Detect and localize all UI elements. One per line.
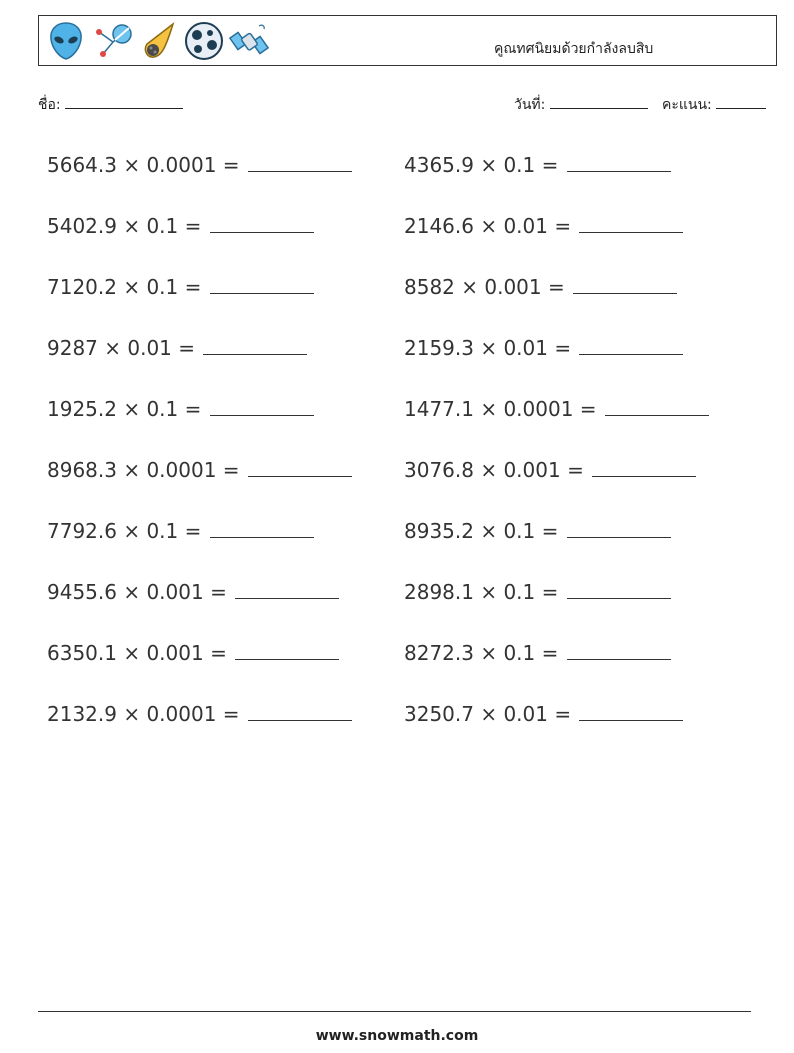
answer-blank[interactable] bbox=[567, 153, 671, 172]
name-blank[interactable] bbox=[65, 96, 183, 109]
answer-blank[interactable] bbox=[210, 214, 314, 233]
problem-7-left: 7792.6 × 0.1 = bbox=[47, 519, 314, 543]
problem-3-right: 8582 × 0.001 = bbox=[404, 275, 677, 299]
problem-5-left: 1925.2 × 0.1 = bbox=[47, 397, 314, 421]
score-field bbox=[662, 94, 766, 116]
molecule-icon bbox=[91, 20, 133, 62]
problem-1-right: 4365.9 × 0.1 = bbox=[404, 153, 671, 177]
comet-icon bbox=[137, 20, 179, 62]
answer-blank[interactable] bbox=[235, 641, 339, 660]
problem-5-right: 1477.1 × 0.0001 = bbox=[404, 397, 709, 421]
worksheet-title: คูณทศนิยมด้วยกำลังลบสิบ bbox=[494, 41, 654, 57]
moon-ball-icon bbox=[183, 20, 225, 62]
answer-blank[interactable] bbox=[579, 702, 683, 721]
answer-blank[interactable] bbox=[573, 275, 677, 294]
answer-blank[interactable] bbox=[567, 641, 671, 660]
problem-4-right: 2159.3 × 0.01 = bbox=[404, 336, 683, 360]
problem-2-right: 2146.6 × 0.01 = bbox=[404, 214, 683, 238]
footer-url[interactable]: www.snowmath.com bbox=[315, 1028, 479, 1044]
answer-blank[interactable] bbox=[235, 580, 339, 599]
date-field bbox=[514, 94, 648, 116]
answer-blank[interactable] bbox=[567, 519, 671, 538]
problem-10-right: 3250.7 × 0.01 = bbox=[404, 702, 683, 726]
score-blank[interactable] bbox=[716, 96, 766, 109]
satellite-icon bbox=[229, 20, 271, 62]
alien-head-icon bbox=[45, 20, 87, 62]
date-label: วันที่: bbox=[514, 97, 546, 113]
problem-4-left: 9287 × 0.01 = bbox=[47, 336, 307, 360]
name-label: ชื่อ: bbox=[38, 97, 61, 113]
problem-8-left: 9455.6 × 0.001 = bbox=[47, 580, 339, 604]
problem-6-right: 3076.8 × 0.001 = bbox=[404, 458, 696, 482]
answer-blank[interactable] bbox=[579, 336, 683, 355]
problem-1-left: 5664.3 × 0.0001 = bbox=[47, 153, 352, 177]
problem-8-right: 2898.1 × 0.1 = bbox=[404, 580, 671, 604]
problem-9-left: 6350.1 × 0.001 = bbox=[47, 641, 339, 665]
answer-blank[interactable] bbox=[210, 519, 314, 538]
answer-blank[interactable] bbox=[210, 275, 314, 294]
answer-blank[interactable] bbox=[248, 153, 352, 172]
problem-6-left: 8968.3 × 0.0001 = bbox=[47, 458, 352, 482]
header-icons bbox=[45, 20, 271, 62]
answer-blank[interactable] bbox=[567, 580, 671, 599]
problem-9-right: 8272.3 × 0.1 = bbox=[404, 641, 671, 665]
problem-2-left: 5402.9 × 0.1 = bbox=[47, 214, 314, 238]
worksheet-header bbox=[38, 15, 777, 66]
name-field bbox=[38, 94, 183, 116]
footer-divider bbox=[38, 1011, 751, 1012]
answer-blank[interactable] bbox=[203, 336, 307, 355]
answer-blank[interactable] bbox=[248, 458, 352, 477]
problem-7-right: 8935.2 × 0.1 = bbox=[404, 519, 671, 543]
problem-10-left: 2132.9 × 0.0001 = bbox=[47, 702, 352, 726]
problem-3-left: 7120.2 × 0.1 = bbox=[47, 275, 314, 299]
score-label: คะแนน: bbox=[662, 97, 712, 113]
answer-blank[interactable] bbox=[592, 458, 696, 477]
answer-blank[interactable] bbox=[248, 702, 352, 721]
date-blank[interactable] bbox=[550, 96, 648, 109]
answer-blank[interactable] bbox=[579, 214, 683, 233]
answer-blank[interactable] bbox=[210, 397, 314, 416]
answer-blank[interactable] bbox=[605, 397, 709, 416]
